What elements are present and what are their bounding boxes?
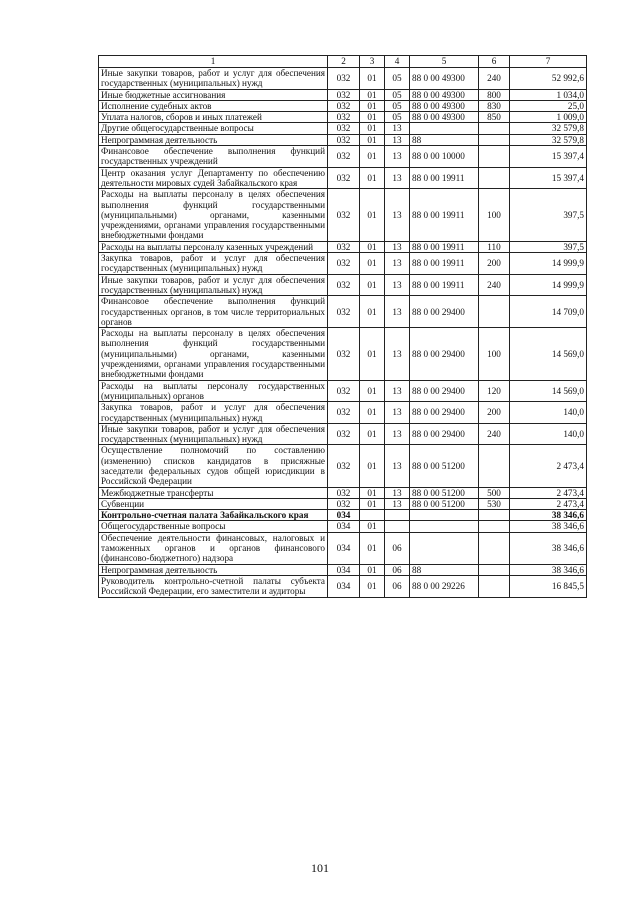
code-cell: 032 — [328, 100, 360, 111]
row-name-cell: Субвенции — [99, 498, 328, 509]
table-row — [99, 423, 587, 445]
row-name-cell: Иные бюджетные ассигнования — [99, 89, 328, 100]
target-article-cell: 88 0 00 51200 — [410, 498, 479, 509]
budget-table — [98, 55, 587, 598]
subsection-cell: 13 — [385, 498, 410, 509]
amount-cell: 140,0 — [510, 402, 587, 424]
column-header: 3 — [360, 56, 385, 68]
table-row — [99, 380, 587, 402]
subsection-cell: 13 — [385, 328, 410, 380]
row-name-cell: Межбюджетные трансферты — [99, 487, 328, 498]
code-cell: 032 — [328, 241, 360, 252]
table-row — [99, 532, 587, 564]
row-name-cell: Руководитель контрольно-счетной палаты субъекта Российской Федерации, его заместители и аудиторы — [99, 575, 328, 597]
expense-type-cell — [479, 532, 510, 564]
target-article-cell: 88 0 00 29400 — [410, 423, 479, 445]
amount-cell: 14 999,9 — [510, 253, 587, 275]
row-name-cell: Расходы на выплаты персоналу в целях обеспечения выполнения функций государственными (муниципальными) органами, казенными учреждениями, органами управления государственными внебюджетными фондами — [99, 328, 328, 380]
section-cell: 01 — [360, 402, 385, 424]
expense-type-cell: 200 — [479, 402, 510, 424]
section-cell: 01 — [360, 112, 385, 123]
amount-cell: 2 473,4 — [510, 498, 587, 509]
target-article-cell: 88 0 00 49300 — [410, 112, 479, 123]
subsection-cell: 06 — [385, 575, 410, 597]
section-cell: 01 — [360, 498, 385, 509]
row-name-cell: Расходы на выплаты персоналу казенных учреждений — [99, 241, 328, 252]
code-cell: 032 — [328, 112, 360, 123]
section-cell: 01 — [360, 146, 385, 168]
code-cell: 032 — [328, 274, 360, 296]
subsection-cell: 13 — [385, 134, 410, 145]
expense-type-cell: 500 — [479, 487, 510, 498]
section-cell: 01 — [360, 134, 385, 145]
amount-cell: 14 999,9 — [510, 274, 587, 296]
target-article-cell: 88 0 00 10000 — [410, 146, 479, 168]
amount-cell: 1 009,0 — [510, 112, 587, 123]
expense-type-cell: 240 — [479, 423, 510, 445]
subsection-cell: 13 — [385, 123, 410, 134]
subsection-cell: 13 — [385, 167, 410, 189]
subsection-cell: 13 — [385, 402, 410, 424]
target-article-cell: 88 — [410, 564, 479, 575]
subsection-cell: 13 — [385, 241, 410, 252]
row-name-cell: Иные закупки товаров, работ и услуг для обеспечения государственных (муниципальных) нужд — [99, 68, 328, 90]
subsection-cell: 13 — [385, 146, 410, 168]
row-name-cell: Расходы на выплаты персоналу в целях обеспечения выполнения функций государственными (муниципальными) органами, казенными учреждениями, органами управления государственными внебюджетными фондами — [99, 189, 328, 241]
row-name-cell: Центр оказания услуг Департаменту по обеспечению деятельности мировых судей Забайкальского края — [99, 167, 328, 189]
amount-cell: 38 346,6 — [510, 564, 587, 575]
target-article-cell: 88 0 00 19911 — [410, 189, 479, 241]
subsection-cell: 13 — [385, 274, 410, 296]
row-name-cell: Закупка товаров, работ и услуг для обеспечения государственных (муниципальных) нужд — [99, 253, 328, 275]
subsection-cell: 06 — [385, 564, 410, 575]
target-article-cell: 88 0 00 29226 — [410, 575, 479, 597]
subsection-cell: 05 — [385, 112, 410, 123]
code-cell: 032 — [328, 498, 360, 509]
row-name-cell: Иные закупки товаров, работ и услуг для обеспечения государственных (муниципальных) нужд — [99, 274, 328, 296]
amount-cell: 2 473,4 — [510, 445, 587, 487]
expense-type-cell — [479, 510, 510, 521]
code-cell: 034 — [328, 510, 360, 521]
code-cell: 032 — [328, 134, 360, 145]
section-cell: 01 — [360, 532, 385, 564]
section-cell: 01 — [360, 241, 385, 252]
column-header: 4 — [385, 56, 410, 68]
subsection-cell: 06 — [385, 532, 410, 564]
amount-cell: 25,0 — [510, 100, 587, 111]
row-name-cell: Финансовое обеспечение выполнения функций государственных органов, в том числе территориальных органов — [99, 296, 328, 328]
section-cell: 01 — [360, 380, 385, 402]
table-row — [99, 112, 587, 123]
column-header: 7 — [510, 56, 587, 68]
section-cell: 01 — [360, 575, 385, 597]
expense-type-cell — [479, 445, 510, 487]
target-article-cell: 88 0 00 19911 — [410, 167, 479, 189]
subsection-cell: 13 — [385, 380, 410, 402]
subsection-cell — [385, 510, 410, 521]
amount-cell: 15 397,4 — [510, 167, 587, 189]
subsection-cell — [385, 521, 410, 532]
table-row — [99, 123, 587, 134]
code-cell: 034 — [328, 532, 360, 564]
page-number: 101 — [311, 861, 329, 875]
table-row — [99, 328, 587, 380]
amount-cell: 32 579,8 — [510, 123, 587, 134]
section-cell: 01 — [360, 100, 385, 111]
section-cell: 01 — [360, 487, 385, 498]
table-row — [99, 445, 587, 487]
expense-type-cell: 240 — [479, 68, 510, 90]
expense-type-cell: 850 — [479, 112, 510, 123]
subsection-cell: 13 — [385, 423, 410, 445]
expense-type-cell — [479, 146, 510, 168]
amount-cell: 1 034,0 — [510, 89, 587, 100]
target-article-cell: 88 — [410, 134, 479, 145]
row-name-cell: Закупка товаров, работ и услуг для обеспечения государственных (муниципальных) нужд — [99, 402, 328, 424]
subsection-cell: 05 — [385, 89, 410, 100]
table-row — [99, 253, 587, 275]
code-cell: 032 — [328, 253, 360, 275]
expense-type-cell: 200 — [479, 253, 510, 275]
table-row — [99, 167, 587, 189]
section-cell: 01 — [360, 68, 385, 90]
amount-cell: 38 346,6 — [510, 532, 587, 564]
amount-cell: 14 709,0 — [510, 296, 587, 328]
row-name-cell: Расходы на выплаты персоналу государственных (муниципальных) органов — [99, 380, 328, 402]
table-row — [99, 296, 587, 328]
subsection-cell: 05 — [385, 100, 410, 111]
expense-type-cell: 530 — [479, 498, 510, 509]
code-cell: 032 — [328, 68, 360, 90]
column-header: 5 — [410, 56, 479, 68]
row-name-cell: Общегосударственные вопросы — [99, 521, 328, 532]
table-row — [99, 498, 587, 509]
expense-type-cell: 240 — [479, 274, 510, 296]
section-cell: 01 — [360, 274, 385, 296]
expense-type-cell: 800 — [479, 89, 510, 100]
code-cell: 032 — [328, 445, 360, 487]
section-cell: 01 — [360, 423, 385, 445]
row-name-cell: Финансовое обеспечение выполнения функций государственных учреждений — [99, 146, 328, 168]
table-row — [99, 274, 587, 296]
subsection-cell: 13 — [385, 189, 410, 241]
expense-type-cell — [479, 564, 510, 575]
target-article-cell: 88 0 00 49300 — [410, 89, 479, 100]
row-name-cell: Непрограммная деятельность — [99, 134, 328, 145]
code-cell: 032 — [328, 423, 360, 445]
target-article-cell: 88 0 00 49300 — [410, 68, 479, 90]
amount-cell: 397,5 — [510, 189, 587, 241]
target-article-cell: 88 0 00 19911 — [410, 241, 479, 252]
expense-type-cell — [479, 521, 510, 532]
expense-type-cell — [479, 296, 510, 328]
target-article-cell — [410, 521, 479, 532]
section-cell — [360, 510, 385, 521]
section-cell: 01 — [360, 167, 385, 189]
table-row — [99, 134, 587, 145]
row-name-cell: Другие общегосударственные вопросы — [99, 123, 328, 134]
expense-type-cell: 830 — [479, 100, 510, 111]
row-name-cell: Контрольно-счетная палата Забайкальского края — [99, 510, 328, 521]
code-cell: 032 — [328, 380, 360, 402]
code-cell: 032 — [328, 146, 360, 168]
subsection-cell: 13 — [385, 487, 410, 498]
subsection-cell: 05 — [385, 68, 410, 90]
target-article-cell: 88 0 00 29400 — [410, 380, 479, 402]
table-body — [99, 68, 587, 598]
amount-cell: 38 346,6 — [510, 521, 587, 532]
target-article-cell: 88 0 00 29400 — [410, 328, 479, 380]
amount-cell: 14 569,0 — [510, 380, 587, 402]
expense-type-cell — [479, 575, 510, 597]
code-cell: 034 — [328, 521, 360, 532]
row-name-cell: Обеспечение деятельности финансовых, налоговых и таможенных органов и органов финансового (финансово-бюджетного) надзора — [99, 532, 328, 564]
expense-type-cell — [479, 123, 510, 134]
subsection-cell: 13 — [385, 253, 410, 275]
table-row — [99, 241, 587, 252]
amount-cell: 16 845,5 — [510, 575, 587, 597]
column-header: 6 — [479, 56, 510, 68]
row-name-cell: Осуществление полномочий по составлению (изменению) списков кандидатов в присяжные заседатели федеральных судов общей юрисдикции в Российской Федерации — [99, 445, 328, 487]
code-cell: 032 — [328, 296, 360, 328]
target-article-cell: 88 0 00 51200 — [410, 445, 479, 487]
target-article-cell: 88 0 00 49300 — [410, 100, 479, 111]
header-row — [99, 56, 587, 68]
row-name-cell: Непрограммная деятельность — [99, 564, 328, 575]
amount-cell: 52 992,6 — [510, 68, 587, 90]
amount-cell: 32 579,8 — [510, 134, 587, 145]
code-cell: 032 — [328, 328, 360, 380]
table-row — [99, 510, 587, 521]
target-article-cell: 88 0 00 19911 — [410, 274, 479, 296]
code-cell: 032 — [328, 487, 360, 498]
amount-cell: 140,0 — [510, 423, 587, 445]
section-cell: 01 — [360, 445, 385, 487]
target-article-cell — [410, 510, 479, 521]
expense-type-cell: 110 — [479, 241, 510, 252]
target-article-cell — [410, 123, 479, 134]
expense-type-cell: 120 — [479, 380, 510, 402]
table-row — [99, 487, 587, 498]
table-row — [99, 100, 587, 111]
expense-type-cell: 100 — [479, 189, 510, 241]
section-cell: 01 — [360, 189, 385, 241]
amount-cell: 15 397,4 — [510, 146, 587, 168]
section-cell: 01 — [360, 123, 385, 134]
section-cell: 01 — [360, 521, 385, 532]
code-cell: 034 — [328, 575, 360, 597]
table-row — [99, 521, 587, 532]
column-header: 1 — [99, 56, 328, 68]
row-name-cell: Иные закупки товаров, работ и услуг для обеспечения государственных (муниципальных) нужд — [99, 423, 328, 445]
amount-cell: 14 569,0 — [510, 328, 587, 380]
subsection-cell: 13 — [385, 445, 410, 487]
code-cell: 032 — [328, 167, 360, 189]
amount-cell: 397,5 — [510, 241, 587, 252]
expense-type-cell — [479, 134, 510, 145]
target-article-cell: 88 0 00 29400 — [410, 402, 479, 424]
target-article-cell — [410, 532, 479, 564]
table-row — [99, 575, 587, 597]
code-cell: 034 — [328, 564, 360, 575]
table-row — [99, 564, 587, 575]
column-header: 2 — [328, 56, 360, 68]
subsection-cell: 13 — [385, 296, 410, 328]
row-name-cell: Уплата налогов, сборов и иных платежей — [99, 112, 328, 123]
amount-cell: 2 473,4 — [510, 487, 587, 498]
section-cell: 01 — [360, 564, 385, 575]
section-cell: 01 — [360, 89, 385, 100]
table-row — [99, 189, 587, 241]
amount-cell: 38 346,6 — [510, 510, 587, 521]
table-row — [99, 68, 587, 90]
section-cell: 01 — [360, 328, 385, 380]
target-article-cell: 88 0 00 29400 — [410, 296, 479, 328]
code-cell: 032 — [328, 189, 360, 241]
target-article-cell: 88 0 00 51200 — [410, 487, 479, 498]
section-cell: 01 — [360, 296, 385, 328]
table-row — [99, 89, 587, 100]
code-cell: 032 — [328, 402, 360, 424]
expense-type-cell — [479, 167, 510, 189]
row-name-cell: Исполнение судебных актов — [99, 100, 328, 111]
code-cell: 032 — [328, 89, 360, 100]
expense-type-cell: 100 — [479, 328, 510, 380]
table-row — [99, 146, 587, 168]
code-cell: 032 — [328, 123, 360, 134]
table-row — [99, 402, 587, 424]
target-article-cell: 88 0 00 19911 — [410, 253, 479, 275]
section-cell: 01 — [360, 253, 385, 275]
